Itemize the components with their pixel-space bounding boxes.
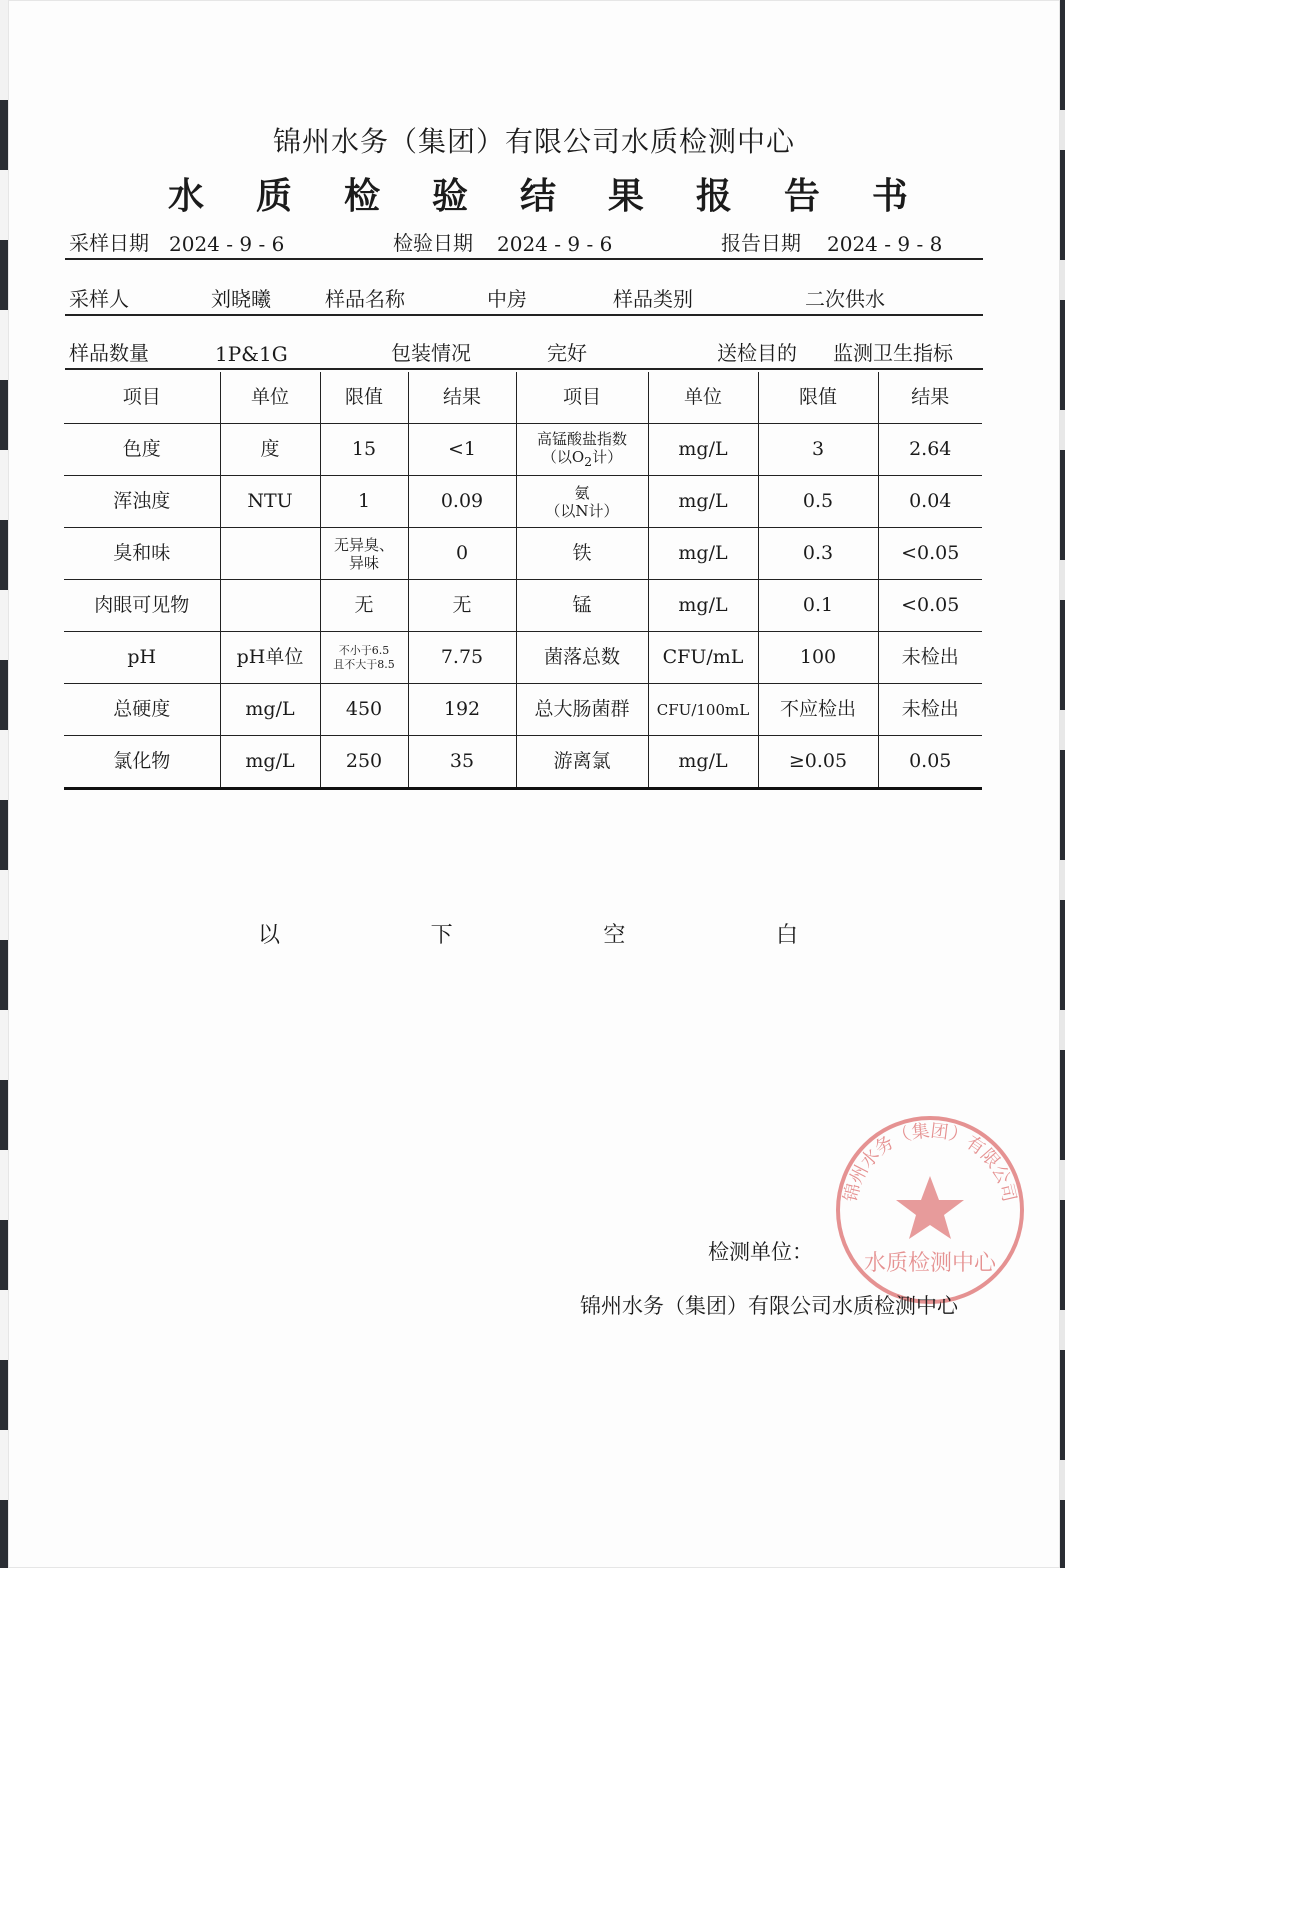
- title-char: 检: [343, 175, 380, 217]
- header-cell: 单位: [648, 372, 758, 424]
- table-cell: 色度: [64, 424, 220, 476]
- table-cell: <0.05: [878, 528, 982, 580]
- header-cell: 限值: [758, 372, 878, 424]
- title-char: 书: [871, 175, 908, 217]
- table-cell: ≥0.05: [758, 736, 878, 789]
- table-cell: CFU/100mL: [648, 684, 758, 736]
- packaging-value: 完好: [547, 341, 587, 365]
- title-char: 果: [607, 175, 644, 217]
- table-cell: <1: [408, 424, 516, 476]
- table-cell: 未检出: [878, 684, 982, 736]
- table-cell: mg/L: [648, 424, 758, 476]
- table-cell: 0.09: [408, 476, 516, 528]
- table-cell-odor-limit: [320, 528, 408, 580]
- table-cell: 锰: [516, 580, 648, 632]
- table-header-row: [64, 372, 982, 424]
- table-row: [64, 580, 982, 632]
- sampler-label: 采样人: [69, 287, 129, 311]
- table-cell: [220, 528, 320, 580]
- table-cell-kmno4: [516, 424, 648, 476]
- table-cell: 0.04: [878, 476, 982, 528]
- table-cell: mg/L: [220, 684, 320, 736]
- table-cell: 度: [220, 424, 320, 476]
- header-cell: 单位: [220, 372, 320, 424]
- sampling-date-value: 2024 - 9 - 6: [169, 232, 285, 256]
- item-note: （以N计）: [545, 501, 619, 520]
- table-cell: 未检出: [878, 632, 982, 684]
- sample-type-label: 样品类别: [613, 287, 693, 311]
- item-name: 高锰酸盐指数: [536, 430, 627, 448]
- title-char: 质: [255, 175, 292, 217]
- table-cell: 0.05: [878, 736, 982, 789]
- blank-char: 下: [430, 923, 453, 948]
- blank-char: 以: [258, 923, 281, 948]
- issuer-label: 检测单位：: [708, 1240, 813, 1264]
- blank-char: 白: [775, 923, 798, 948]
- dates-row: [65, 226, 983, 260]
- limit-line: 异味: [348, 553, 379, 572]
- table-cell: 0: [408, 528, 516, 580]
- table-cell: NTU: [220, 476, 320, 528]
- sample-name-label: 样品名称: [325, 287, 405, 311]
- table-cell: mg/L: [220, 736, 320, 789]
- test-date-value: 2024 - 9 - 6: [497, 232, 613, 256]
- seal-bottom-text: 水质检测中心: [863, 1251, 997, 1276]
- note-subscript: 2: [584, 454, 593, 469]
- table-cell: 无: [408, 580, 516, 632]
- title-char: 验: [431, 175, 468, 217]
- blank-below-note: [258, 918, 798, 949]
- title-char: 告: [783, 175, 820, 217]
- limit-line: 且不大于8.5: [333, 657, 395, 671]
- table-cell: 7.75: [408, 632, 516, 684]
- official-seal: [830, 1110, 1030, 1310]
- table-cell: 菌落总数: [516, 632, 648, 684]
- purpose-value: 监测卫生指标: [833, 341, 953, 365]
- table-cell: 铁: [516, 528, 648, 580]
- table-cell: 浑浊度: [64, 476, 220, 528]
- table-cell: 192: [408, 684, 516, 736]
- table-cell-ammonia: [516, 476, 648, 528]
- sample-qty-label: 样品数量: [69, 341, 149, 365]
- note-suffix: 计）: [592, 448, 623, 466]
- report-sheet: [8, 0, 1060, 1568]
- title-char: 水: [168, 175, 205, 217]
- issuer-name: 锦州水务（集团）有限公司水质检测中心: [580, 1294, 958, 1318]
- table-cell-ph-limit: [320, 632, 408, 684]
- blank-char: 空: [603, 923, 626, 948]
- results-table: [64, 372, 982, 790]
- table-row: [64, 736, 982, 789]
- sample-name-value: 中房: [487, 287, 527, 311]
- limit-line: 不小于6.5: [338, 644, 390, 658]
- sampler-value: 刘晓曦: [211, 287, 271, 311]
- table-cell: 0.3: [758, 528, 878, 580]
- table-cell: 35: [408, 736, 516, 789]
- table-row: [64, 684, 982, 736]
- table-cell: 不应检出: [758, 684, 878, 736]
- table-cell: 氯化物: [64, 736, 220, 789]
- header-cell: 限值: [320, 372, 408, 424]
- title-char: 报: [695, 175, 732, 217]
- table-cell: 肉眼可见物: [64, 580, 220, 632]
- report-date-label: 报告日期: [721, 231, 801, 255]
- table-cell: mg/L: [648, 580, 758, 632]
- sample-qty-value: 1P&1G: [215, 342, 288, 366]
- table-cell: 臭和味: [64, 528, 220, 580]
- table-cell: mg/L: [648, 736, 758, 789]
- limit-line: 无异臭、: [333, 535, 394, 554]
- table-cell: 15: [320, 424, 408, 476]
- organization-header: 锦州水务（集团）有限公司水质检测中心: [272, 125, 795, 158]
- sample-row: [65, 282, 983, 316]
- table-cell: 100: [758, 632, 878, 684]
- table-cell: [220, 580, 320, 632]
- table-cell: 总硬度: [64, 684, 220, 736]
- table-cell: 0.5: [758, 476, 878, 528]
- sample-type-value: 二次供水: [805, 287, 885, 311]
- header-cell: 结果: [408, 372, 516, 424]
- table-cell: 游离氯: [516, 736, 648, 789]
- report-date-value: 2024 - 9 - 8: [827, 232, 943, 256]
- table-cell: 250: [320, 736, 408, 789]
- sampling-date-label: 采样日期: [69, 231, 149, 255]
- header-cell: 项目: [64, 372, 220, 424]
- table-cell: <0.05: [878, 580, 982, 632]
- purpose-label: 送检目的: [717, 341, 797, 365]
- report-title: [168, 168, 908, 219]
- table-cell: mg/L: [648, 476, 758, 528]
- table-row: [64, 476, 982, 528]
- test-date-label: 检验日期: [393, 231, 473, 255]
- item-note: [517, 448, 648, 469]
- seal-star-icon: [896, 1176, 964, 1239]
- table-cell: 2.64: [878, 424, 982, 476]
- table-row: [64, 424, 982, 476]
- header-cell: 结果: [878, 372, 982, 424]
- item-name: 氨: [574, 483, 590, 502]
- title-char: 结: [519, 175, 556, 217]
- note-prefix: （以O: [541, 448, 585, 466]
- table-cell: 450: [320, 684, 408, 736]
- table-cell: CFU/mL: [648, 632, 758, 684]
- header-cell: 项目: [516, 372, 648, 424]
- table-cell: 1: [320, 476, 408, 528]
- packaging-row: [65, 336, 983, 370]
- table-cell: mg/L: [648, 528, 758, 580]
- table-cell: pH: [64, 632, 220, 684]
- packaging-label: 包装情况: [391, 341, 471, 365]
- table-cell: pH单位: [220, 632, 320, 684]
- table-row: [64, 528, 982, 580]
- table-cell: 总大肠菌群: [516, 684, 648, 736]
- seal-top-text: 锦州水务（集团）有限公司: [840, 1120, 1020, 1204]
- table-row: [64, 632, 982, 684]
- table-cell: 0.1: [758, 580, 878, 632]
- table-cell: 3: [758, 424, 878, 476]
- table-cell: 无: [320, 580, 408, 632]
